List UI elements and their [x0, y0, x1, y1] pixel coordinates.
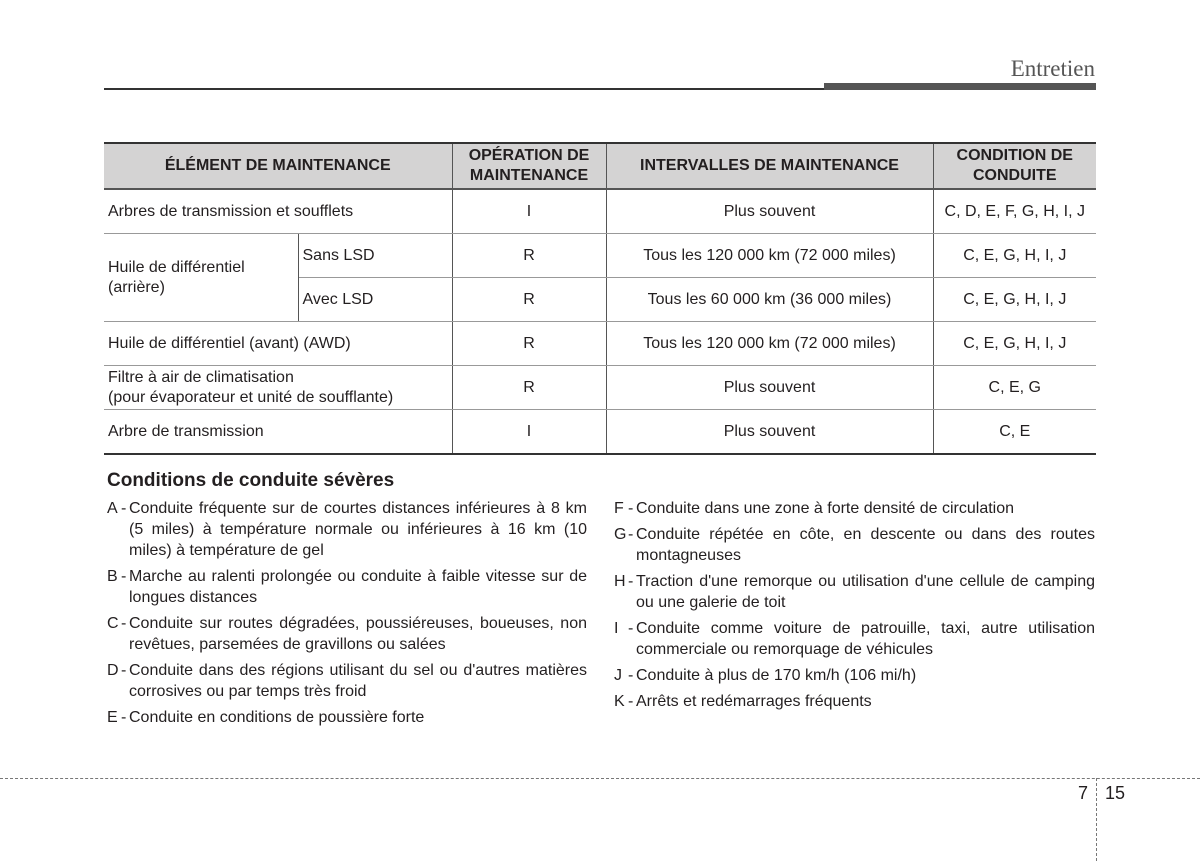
- condition-dash: -: [628, 620, 634, 637]
- header-rule-accent: [824, 83, 1096, 90]
- table-row: [104, 189, 1096, 234]
- column-header-interval: INTERVALLES DE MAINTENANCE: [606, 143, 933, 189]
- condition-dash: -: [628, 573, 634, 590]
- cell-interval: Tous les 60 000 km (36 000 miles): [606, 278, 933, 322]
- footer-vertical-divider: [1096, 778, 1097, 861]
- cell-item-line: (pour évaporateur et unité de soufflante): [108, 388, 394, 406]
- condition-key: B: [107, 568, 118, 585]
- condition-key: I: [614, 620, 619, 637]
- column-header-conditions: CONDITION DE CONDUITE: [933, 143, 1096, 189]
- cell-conditions: C, E, G, H, I, J: [933, 322, 1096, 366]
- list-item: [614, 691, 1095, 712]
- column-header-operation: OPÉRATION DE MAINTENANCE: [452, 143, 606, 189]
- condition-key: K: [614, 693, 625, 710]
- footer-divider: [0, 778, 1200, 779]
- condition-dash: -: [121, 709, 127, 726]
- cell-item: Arbres de transmission et soufflets: [104, 189, 452, 234]
- list-item: [614, 498, 1095, 519]
- chapter-number: 7: [1078, 783, 1089, 803]
- condition-key: H: [614, 573, 626, 590]
- cell-interval: Plus souvent: [606, 410, 933, 455]
- list-item: [614, 571, 1095, 613]
- cell-conditions: C, E, G: [933, 366, 1096, 410]
- condition-dash: -: [121, 500, 127, 517]
- condition-dash: -: [628, 667, 634, 684]
- condition-key: F: [614, 500, 624, 517]
- condition-key: G: [614, 526, 627, 543]
- list-item: [107, 566, 587, 608]
- cell-conditions: C, E, G, H, I, J: [933, 234, 1096, 278]
- cell-conditions: C, E: [933, 410, 1096, 455]
- list-item: [614, 618, 1095, 660]
- condition-dash: -: [121, 662, 127, 679]
- cell-operation: R: [452, 278, 606, 322]
- cell-interval: Tous les 120 000 km (72 000 miles): [606, 234, 933, 278]
- cell-operation: I: [452, 410, 606, 455]
- condition-dash: -: [121, 615, 127, 632]
- list-item: [107, 707, 587, 728]
- cell-operation: I: [452, 189, 606, 234]
- maintenance-table: [104, 142, 1096, 455]
- condition-dash: -: [121, 568, 127, 585]
- cell-item: [104, 366, 452, 410]
- condition-text: Conduite comme voiture de patrouille, taxi, autre utilisation commerciale ou remorquage de véhicules: [636, 620, 1095, 658]
- condition-text: Traction d'une remorque ou utilisation d'une cellule de camping ou une galerie de toit: [636, 573, 1095, 611]
- cell-sub-item: Avec LSD: [298, 278, 452, 322]
- condition-text: Conduite dans une zone à forte densité de circulation: [636, 500, 1015, 517]
- cell-conditions: C, D, E, F, G, H, I, J: [933, 189, 1096, 234]
- cell-sub-item: Sans LSD: [298, 234, 452, 278]
- cell-item-line: Filtre à air de climatisation: [108, 368, 294, 386]
- condition-key: A: [107, 500, 118, 517]
- condition-dash: -: [628, 500, 634, 517]
- cell-interval: Plus souvent: [606, 366, 933, 410]
- list-item: [614, 665, 1095, 686]
- table-row: [104, 410, 1096, 455]
- list-item: [107, 660, 587, 702]
- table-header-row: [104, 143, 1096, 189]
- table-row: [104, 366, 1096, 410]
- condition-dash: -: [628, 693, 634, 710]
- cell-operation: R: [452, 234, 606, 278]
- column-header-item: ÉLÉMENT DE MAINTENANCE: [104, 143, 452, 189]
- header-rule: [104, 88, 824, 90]
- condition-text: Conduite à plus de 170 km/h (106 mi/h): [636, 667, 917, 684]
- condition-text: Conduite en conditions de poussière forte: [129, 709, 425, 726]
- cell-item: Huile de différentiel (avant) (AWD): [104, 322, 452, 366]
- table-row: [104, 234, 1096, 278]
- condition-key: D: [107, 662, 119, 679]
- condition-key: E: [107, 709, 118, 726]
- cell-conditions: C, E, G, H, I, J: [933, 278, 1096, 322]
- condition-text: Conduite fréquente sur de courtes distances inférieures à 8 km (5 miles) à température normale ou inférieures à 16 km (10 miles) à température de gel: [129, 500, 587, 559]
- page-number: 15: [1105, 783, 1126, 803]
- table-row: [104, 322, 1096, 366]
- severe-conditions-list-left: [107, 498, 587, 733]
- list-item: [614, 524, 1095, 566]
- condition-text: Marche au ralenti prolongée ou conduite à faible vitesse sur de longues distances: [129, 568, 587, 606]
- section-title-header: Entretien: [1010, 56, 1095, 81]
- cell-operation: R: [452, 366, 606, 410]
- cell-item: Arbre de transmission: [104, 410, 452, 455]
- condition-text: Arrêts et redémarrages fréquents: [636, 693, 872, 710]
- cell-interval: Plus souvent: [606, 189, 933, 234]
- condition-text: Conduite répétée en côte, en descente ou dans des routes montagneuses: [636, 526, 1095, 564]
- condition-key: C: [107, 615, 119, 632]
- list-item: [107, 613, 587, 655]
- condition-text: Conduite sur routes dégradées, poussiéreuses, boueuses, non revêtues, parsemées de gravillons ou salées: [129, 615, 587, 653]
- condition-key: J: [614, 667, 622, 684]
- cell-item: Huile de différentiel (arrière): [104, 234, 298, 322]
- list-item: [107, 498, 587, 561]
- condition-text: Conduite dans des régions utilisant du sel ou d'autres matières corrosives ou par temps très froid: [129, 662, 587, 700]
- severe-conditions-title: Conditions de conduite sévères: [107, 470, 395, 491]
- condition-dash: -: [628, 526, 634, 543]
- cell-interval: Tous les 120 000 km (72 000 miles): [606, 322, 933, 366]
- severe-conditions-list-right: [614, 498, 1095, 717]
- cell-operation: R: [452, 322, 606, 366]
